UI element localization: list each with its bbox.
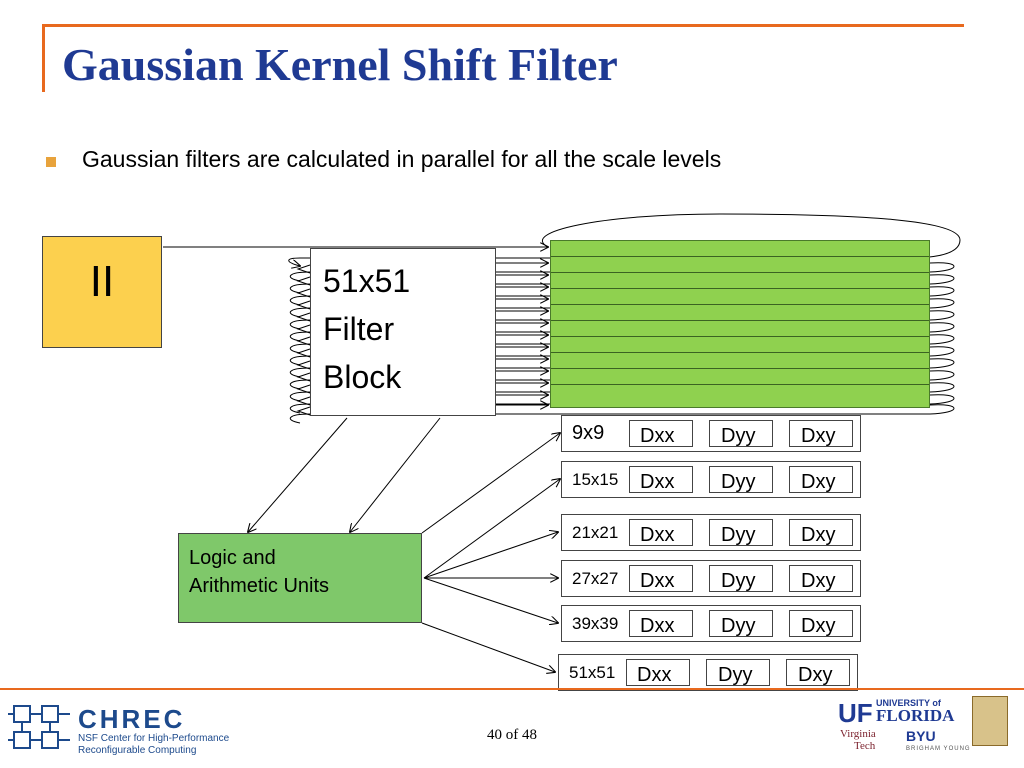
buffer-row-divider bbox=[551, 352, 929, 353]
output-dxy: Dxy bbox=[801, 425, 836, 447]
filter-buffer-stack bbox=[550, 240, 930, 408]
filter-block-line: 51x51 bbox=[323, 263, 411, 299]
footer-rule bbox=[0, 688, 1024, 690]
output-dxy: Dxy bbox=[798, 664, 833, 686]
chrec-wordmark: CHREC bbox=[78, 704, 186, 734]
logic-to-scale-arrow bbox=[422, 433, 560, 533]
logic-label-line: Logic and bbox=[189, 547, 276, 569]
scale-size-label: 21x21 bbox=[572, 523, 619, 542]
filter-block-line: Block bbox=[323, 359, 402, 395]
scale-row bbox=[558, 654, 858, 691]
buffer-row-divider bbox=[551, 304, 929, 305]
uf-line: FLORIDA bbox=[876, 706, 955, 725]
vt-line: Virginia bbox=[840, 728, 876, 740]
scale-row bbox=[561, 415, 861, 452]
scale-size-label: 51x51 bbox=[569, 663, 616, 682]
output-dyy: Dyy bbox=[721, 471, 756, 493]
buffer-row-divider bbox=[551, 384, 929, 385]
uf-mark: UF bbox=[838, 698, 873, 728]
scale-row bbox=[561, 514, 861, 551]
filter-block-line: Filter bbox=[323, 311, 395, 347]
uf-line: UNIVERSITY of bbox=[876, 698, 941, 708]
output-dxx: Dxx bbox=[640, 524, 675, 546]
scale-size-label: 39x39 bbox=[572, 614, 619, 633]
virginia-tech-logo bbox=[840, 728, 876, 752]
scale-row bbox=[561, 605, 861, 642]
byu-logo: BYU bbox=[906, 728, 936, 744]
buffer-row-divider bbox=[551, 288, 929, 289]
output-dyy: Dyy bbox=[721, 425, 756, 447]
scale-row bbox=[561, 461, 861, 498]
scale-size-label: 9x9 bbox=[572, 422, 605, 444]
output-dxx: Dxx bbox=[637, 664, 672, 686]
bullet-text: Gaussian filters are calculated in parallel for all the scale levels bbox=[82, 146, 722, 172]
logic-to-scale-arrow bbox=[424, 578, 558, 623]
output-dxy: Dxy bbox=[801, 471, 836, 493]
scale-size-label: 15x15 bbox=[572, 470, 619, 489]
scale-row bbox=[561, 560, 861, 597]
output-dxx: Dxx bbox=[640, 425, 675, 447]
byu-subtitle: BRIGHAM YOUNG bbox=[906, 746, 971, 752]
output-dxx: Dxx bbox=[640, 471, 675, 493]
logic-to-scale-arrow bbox=[422, 623, 555, 672]
buffer-row-divider bbox=[551, 368, 929, 369]
buffer-row-divider bbox=[551, 336, 929, 337]
output-dyy: Dyy bbox=[721, 524, 756, 546]
integral-image-box bbox=[42, 236, 162, 348]
output-dxx: Dxx bbox=[640, 570, 675, 592]
logic-to-scale-arrow bbox=[424, 532, 558, 578]
logic-label-line: Arithmetic Units bbox=[189, 575, 330, 597]
filter-to-logic-arrow bbox=[350, 418, 440, 532]
output-dxx: Dxx bbox=[640, 615, 675, 637]
chrec-subtitle: NSF Center for High-Performance bbox=[78, 733, 230, 744]
filter-block-box bbox=[310, 248, 496, 416]
buffer-row-divider bbox=[551, 272, 929, 273]
logic-to-scale-arrow bbox=[424, 479, 560, 578]
vt-line: Tech bbox=[854, 740, 876, 752]
uf-logo bbox=[838, 698, 955, 729]
output-dyy: Dyy bbox=[721, 615, 756, 637]
buffer-row-divider bbox=[551, 320, 929, 321]
buffer-row-divider bbox=[551, 256, 929, 257]
output-dxy: Dxy bbox=[801, 570, 836, 592]
filter-to-logic-arrow bbox=[248, 418, 347, 532]
logic-arithmetic-box bbox=[178, 533, 422, 623]
output-dyy: Dyy bbox=[721, 570, 756, 592]
output-dyy: Dyy bbox=[718, 664, 753, 686]
slide-title: Gaussian Kernel Shift Filter bbox=[62, 39, 618, 90]
output-dxy: Dxy bbox=[801, 524, 836, 546]
scale-size-label: 27x27 bbox=[572, 569, 619, 588]
chrec-subtitle: Reconfigurable Computing bbox=[78, 745, 197, 756]
integral-image-label: II bbox=[89, 257, 115, 306]
output-dxy: Dxy bbox=[801, 615, 836, 637]
george-washington-logo bbox=[972, 696, 1008, 746]
page-number: 40 of 48 bbox=[487, 727, 537, 743]
